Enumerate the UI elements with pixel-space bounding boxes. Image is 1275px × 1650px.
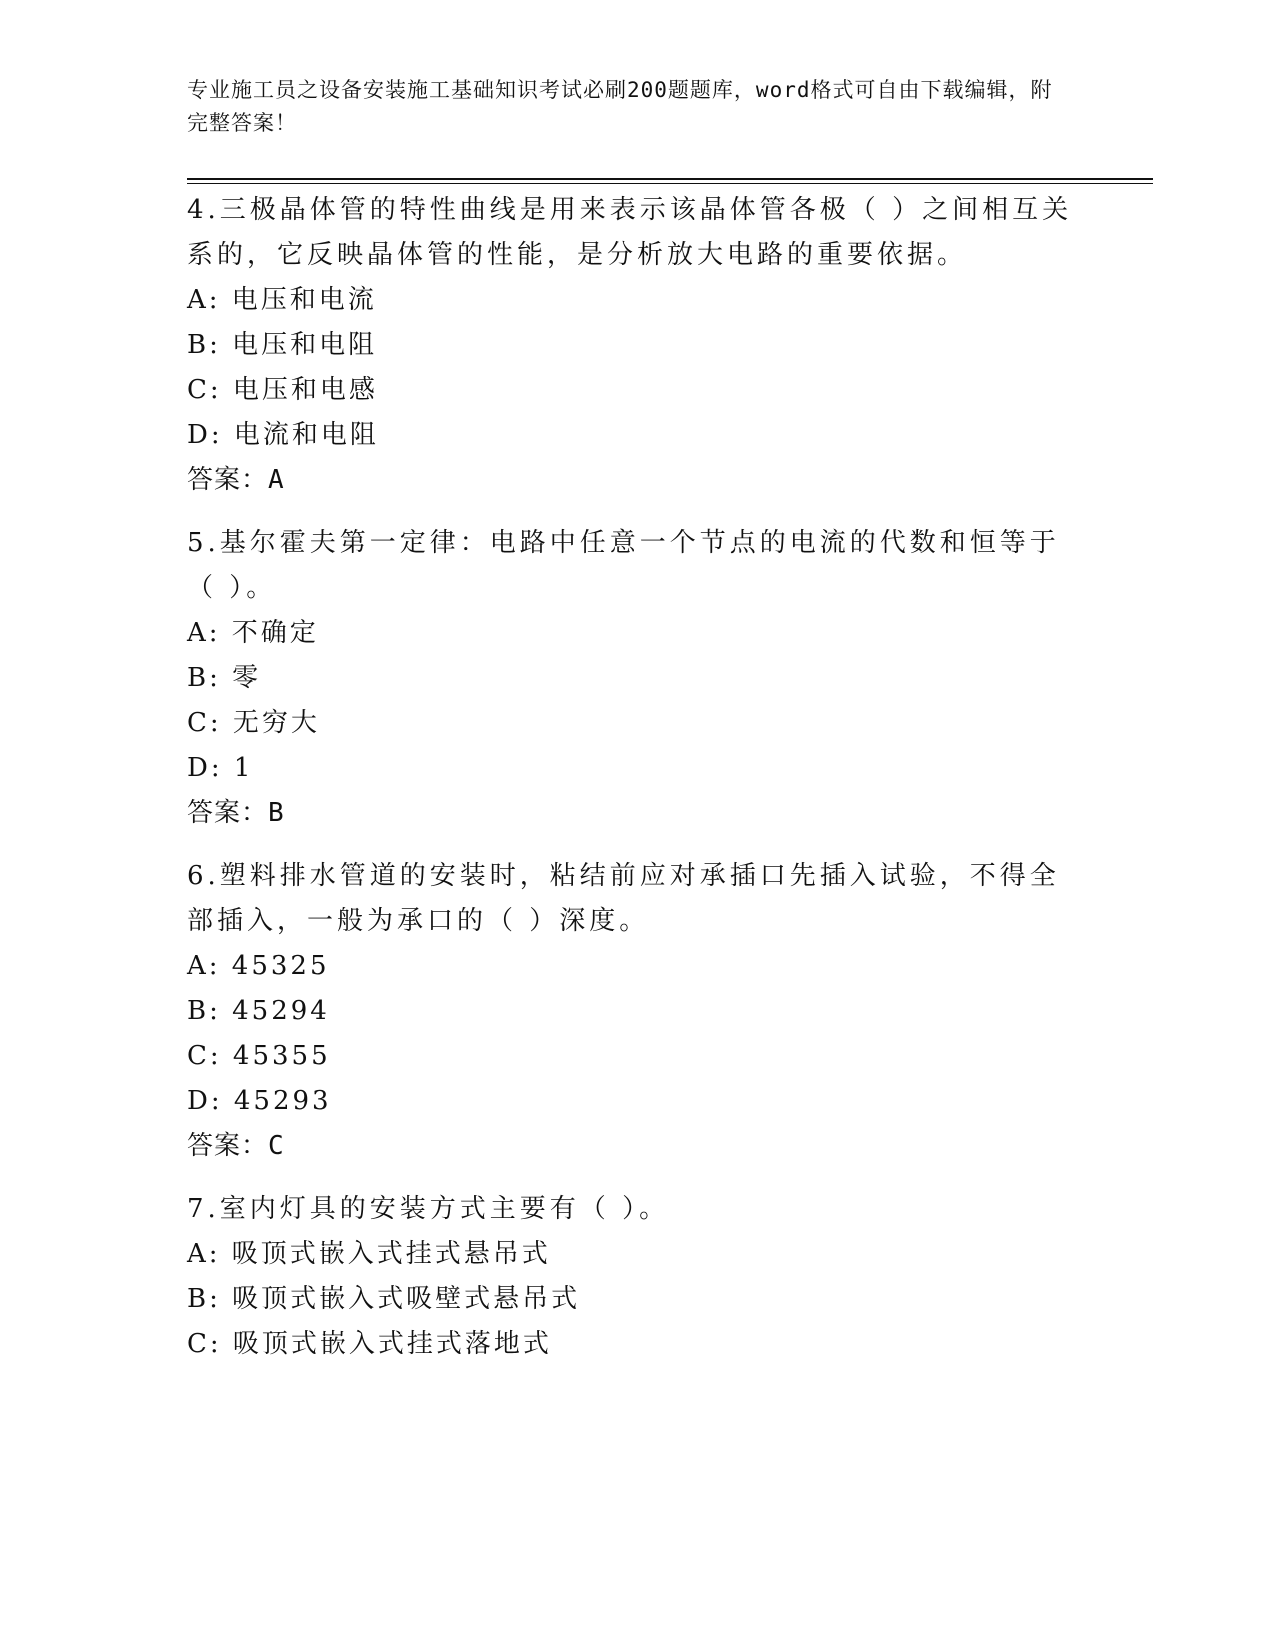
option-c: C: 无穷大 bbox=[187, 708, 320, 738]
question-item bbox=[187, 521, 1087, 836]
question-text: 4.三极晶体管的特性曲线是用来表示该晶体管各极（ ）之间相互关系的，它反映晶体管的性能，是分析放大电路的重要依据。 bbox=[187, 195, 1073, 270]
option-d: D: 1 bbox=[187, 753, 254, 783]
option-b: B: 吸顶式嵌入式吸壁式悬吊式 bbox=[187, 1284, 581, 1314]
option-a: A: 吸顶式嵌入式挂式悬吊式 bbox=[187, 1239, 551, 1269]
option-c: C: 吸顶式嵌入式挂式落地式 bbox=[187, 1329, 552, 1359]
option-c: C: 电压和电感 bbox=[187, 375, 378, 405]
question-text: 5.基尔霍夫第一定律：电路中任意一个节点的电流的代数和恒等于（ ）。 bbox=[187, 528, 1060, 603]
question-item bbox=[187, 188, 1087, 503]
answer-text: 答案：C bbox=[187, 1131, 285, 1161]
option-b: B: 电压和电阻 bbox=[187, 330, 378, 360]
question-item bbox=[187, 854, 1087, 1169]
option-c: C: 45355 bbox=[187, 1041, 331, 1071]
question-list bbox=[187, 188, 1087, 1385]
option-a: A: 45325 bbox=[187, 951, 330, 981]
document-header-title: 专业施工员之设备安装施工基础知识考试必刷200题题库，word格式可自由下载编辑，附完整答案！ bbox=[187, 78, 1053, 135]
question-text: 7.室内灯具的安装方式主要有（ ）。 bbox=[187, 1194, 670, 1224]
option-b: B: 零 bbox=[187, 663, 262, 693]
answer-text: 答案：A bbox=[187, 465, 285, 495]
question-text: 6.塑料排水管道的安装时，粘结前应对承插口先插入试验，不得全部插入，一般为承口的（ ）深度。 bbox=[187, 861, 1060, 936]
header-divider bbox=[187, 178, 1153, 184]
option-a: A: 不确定 bbox=[187, 618, 319, 648]
option-b: B: 45294 bbox=[187, 996, 330, 1026]
option-a: A: 电压和电流 bbox=[187, 285, 377, 315]
option-d: D: 电流和电阻 bbox=[187, 420, 379, 450]
answer-text: 答案：B bbox=[187, 798, 285, 828]
question-item bbox=[187, 1187, 1087, 1367]
option-d: D: 45293 bbox=[187, 1086, 332, 1116]
